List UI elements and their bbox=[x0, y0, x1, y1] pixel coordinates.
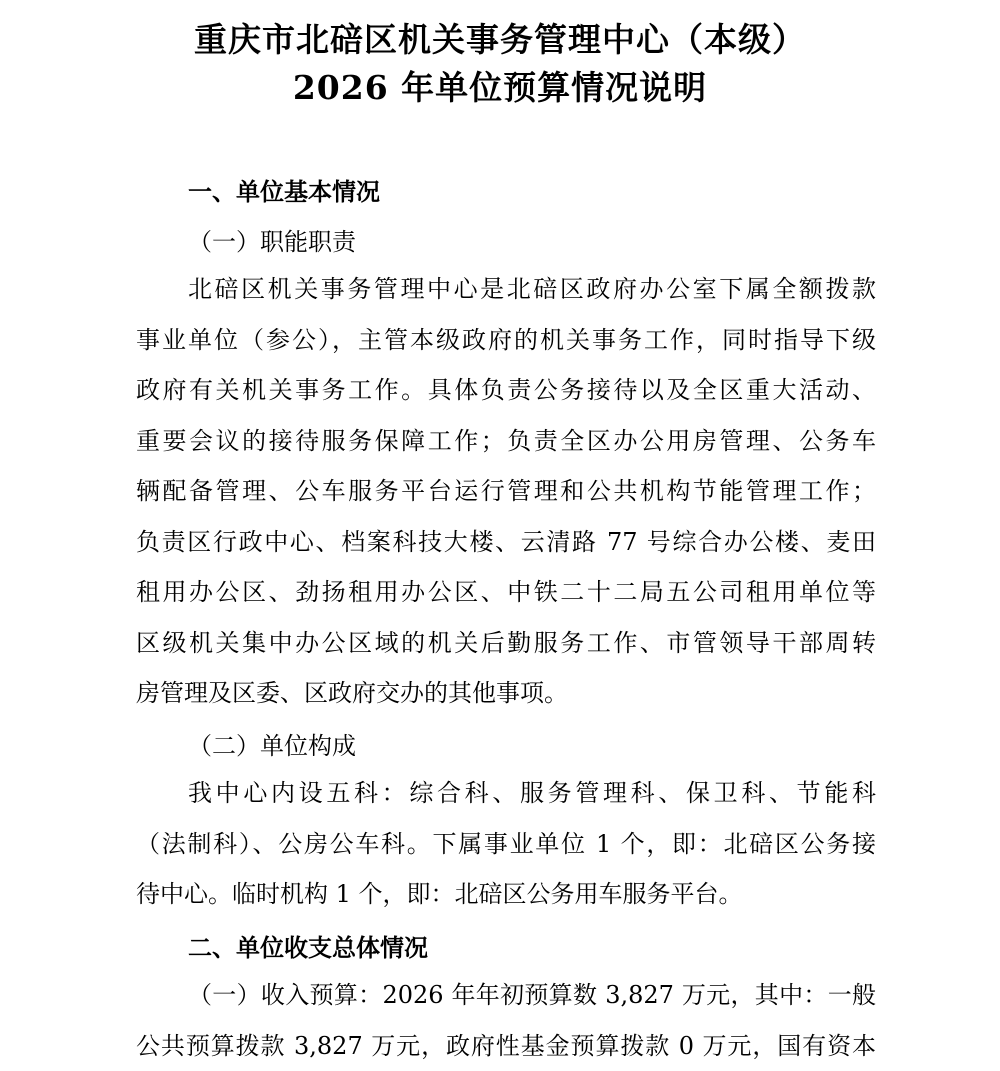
paragraph-line: 政府有关机关事务工作。具体负责公务接待以及全区重大活动、 bbox=[136, 365, 876, 416]
paragraph-line: 辆配备管理、公车服务平台运行管理和公共机构节能管理工作； bbox=[136, 466, 876, 517]
paragraph-structure bbox=[136, 768, 876, 920]
paragraph-line: 重要会议的接待服务保障工作；负责全区办公用房管理、公务车 bbox=[136, 416, 876, 467]
subsection-heading-functions: （一）职能职责 bbox=[188, 222, 356, 257]
section-heading-basic-info: 一、单位基本情况 bbox=[188, 172, 380, 207]
paragraph-line: （法制科）、公房公车科。下属事业单位 1 个，即：北碚区公务接 bbox=[136, 819, 876, 870]
paragraph-line: 租用办公区、劲扬租用办公区、中铁二十二局五公司租用单位等 bbox=[136, 567, 876, 618]
paragraph-income-budget bbox=[136, 970, 876, 1071]
paragraph-line: 北碚区机关事务管理中心是北碚区政府办公室下属全额拨款 bbox=[136, 264, 876, 315]
paragraph-line: （一）收入预算：2026 年年初预算数 3,827 万元，其中：一般 bbox=[136, 970, 876, 1021]
paragraph-line: 待中心。临时机构 1 个，即：北碚区公务用车服务平台。 bbox=[136, 869, 876, 920]
paragraph-line: 负责区行政中心、档案科技大楼、云清路 77 号综合办公楼、麦田 bbox=[136, 517, 876, 568]
paragraph-line: 事业单位（参公），主管本级政府的机关事务工作，同时指导下级 bbox=[136, 315, 876, 366]
paragraph-line: 房管理及区委、区政府交办的其他事项。 bbox=[136, 668, 876, 719]
subsection-heading-structure: （二）单位构成 bbox=[188, 726, 356, 761]
section-heading-budget-overview: 二、单位收支总体情况 bbox=[188, 928, 428, 963]
paragraph-line: 我中心内设五科：综合科、服务管理科、保卫科、节能科 bbox=[136, 768, 876, 819]
paragraph-functions bbox=[136, 264, 876, 719]
document-title-line-1: 重庆市北碚区机关事务管理中心（本级） bbox=[0, 14, 1000, 61]
document-title-line-2: 2026 年单位预算情况说明 bbox=[0, 62, 1000, 109]
paragraph-line: 公共预算拨款 3,827 万元，政府性基金预算拨款 0 万元，国有资本 bbox=[136, 1021, 876, 1071]
paragraph-line: 区级机关集中办公区域的机关后勤服务工作、市管领导干部周转 bbox=[136, 618, 876, 669]
